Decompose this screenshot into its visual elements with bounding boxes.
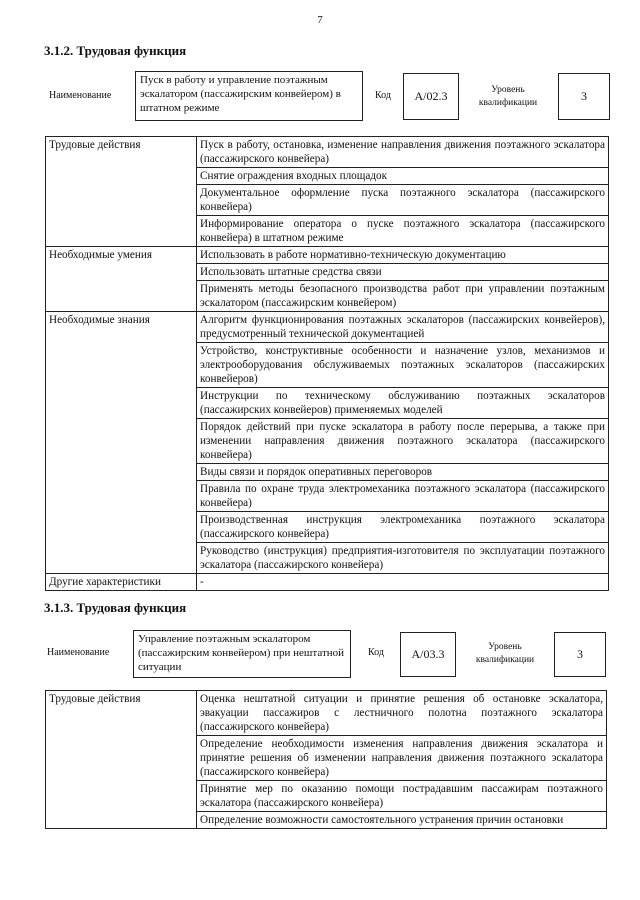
table-row <box>46 574 609 591</box>
level-value-box: 3 <box>554 632 606 677</box>
level-label-line2: квалификации <box>475 655 535 666</box>
page-number: 7 <box>317 14 323 26</box>
row-text: Производственная инструкция электромеханика поэтажного эскалатора (пассажирского конвейера) <box>197 512 609 543</box>
row-text: Пуск в работу, остановка, изменение направления движения поэтажного эскалатора (пассажирского конвейера) <box>197 137 609 168</box>
level-label-line2: квалификации <box>478 98 538 109</box>
level-label-line1: Уровень <box>491 85 525 95</box>
row-text: Оценка нештатной ситуации и принятие решения об остановке эскалатора, эвакуации пассажиров с лестничного полотна поэтажного эскалатора (пассажирского конвейера) <box>197 691 607 736</box>
table-row <box>46 691 607 736</box>
row-text: Снятие ограждения входных площадок <box>197 168 609 185</box>
level-value-box: 3 <box>558 73 610 120</box>
row-text: Виды связи и порядок оперативных переговоров <box>197 464 609 481</box>
row-text: Принятие мер по оказанию помощи пострадавшим пассажирам поэтажного эскалатора (пассажирского конвейера) <box>197 781 607 812</box>
code-value-box: A/02.3 <box>403 73 459 120</box>
row-text: Порядок действий при пуске эскалатора в работу после перерыва, а также при изменении направления движения поэтажного эскалатора (пассажирского конвейера) <box>197 419 609 464</box>
group-label: Другие характеристики <box>46 574 197 591</box>
group-label: Необходимые знания <box>46 312 197 574</box>
section-title: 3.1.3. Трудовая функция <box>44 600 187 615</box>
table-row <box>46 312 609 343</box>
name-value-box: Пуск в работу и управление поэтажным эскалатором (пассажирским конвейером) в штатном режиме <box>135 71 363 121</box>
code-label: Код <box>368 647 384 658</box>
row-text: Использовать штатные средства связи <box>197 264 609 281</box>
row-text: - <box>197 574 609 591</box>
level-label <box>470 84 546 111</box>
level-label <box>467 641 543 668</box>
row-text: Устройство, конструктивные особенности и назначение узлов, механизмов и электрооборудования обслуживаемых поэтажных эскалаторов (пассажирских конвейеров) <box>197 343 609 388</box>
group-label: Необходимые умения <box>46 247 197 312</box>
row-text: Инструкции по техническому обслуживанию поэтажных эскалаторов (пассажирских конвейеров) применяемых моделей <box>197 388 609 419</box>
row-text: Определение возможности самостоятельного устранения причин остановки <box>197 812 607 829</box>
group-label: Трудовые действия <box>46 137 197 247</box>
name-label: Наименование <box>47 647 110 658</box>
section-title: 3.1.2. Трудовая функция <box>44 43 187 58</box>
row-text: Правила по охране труда электромеханика поэтажного эскалатора (пассажирского конвейера) <box>197 481 609 512</box>
row-text: Руководство (инструкция) предприятия-изготовителя по эксплуатации поэтажного эскалатора (пассажирского конвейера) <box>197 543 609 574</box>
name-label: Наименование <box>49 90 112 101</box>
code-label: Код <box>375 90 391 101</box>
level-label-line1: Уровень <box>488 642 522 652</box>
table-row <box>46 137 609 168</box>
code-value-box: A/03.3 <box>400 632 456 677</box>
name-value-box: Управление поэтажным эскалатором (пассажирским конвейером) при нештатной ситуации <box>133 630 351 678</box>
row-text: Алгоритм функционирования поэтажных эскалаторов (пассажирских конвейеров), предусмотренный технической документацией <box>197 312 609 343</box>
function-table <box>45 136 609 591</box>
function-table <box>45 690 607 829</box>
row-text: Документальное оформление пуска поэтажного эскалатора (пассажирского конвейера) <box>197 185 609 216</box>
row-text: Определение необходимости изменения направления движения эскалатора и принятие решения об изменении направления движения поэтажного эскалатора (пассажирского конвейера) <box>197 736 607 781</box>
group-label: Трудовые действия <box>46 691 197 829</box>
row-text: Использовать в работе нормативно-техническую документацию <box>197 247 609 264</box>
row-text: Применять методы безопасного производства работ при управлении поэтажным эскалатором (пассажирским конвейером) <box>197 281 609 312</box>
row-text: Информирование оператора о пуске поэтажного эскалатора (пассажирского конвейера) в штатном режиме <box>197 216 609 247</box>
table-row <box>46 247 609 264</box>
